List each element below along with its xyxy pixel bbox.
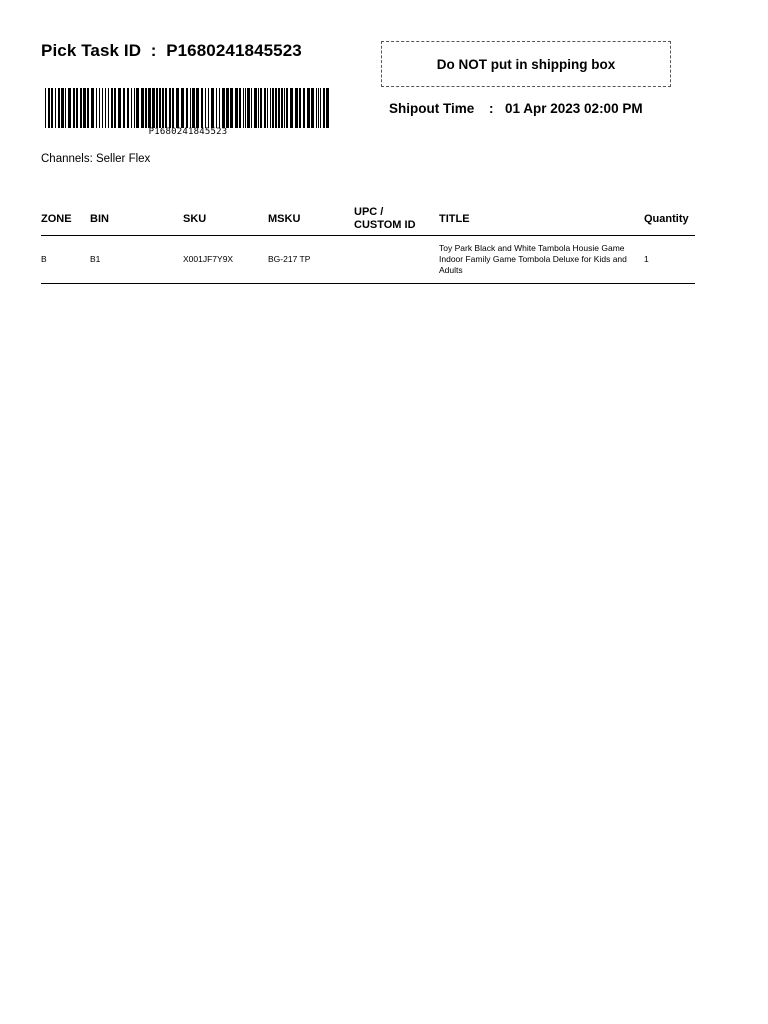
cell-msku: BG-217 TP: [268, 254, 311, 264]
barcode-bar: [68, 88, 71, 128]
barcode-bar: [247, 88, 250, 128]
barcode-bar: [61, 88, 64, 128]
barcode-bar: [114, 88, 116, 128]
table-row: [41, 236, 695, 284]
table-header-row: [41, 203, 695, 236]
barcode-bar: [326, 88, 329, 128]
barcode-bar: [258, 88, 259, 128]
barcode-bar: [87, 88, 89, 128]
barcode-bar: [145, 88, 147, 128]
barcode-bar: [186, 88, 188, 128]
barcode-bar: [245, 88, 246, 128]
barcode-bar: [76, 88, 78, 128]
barcode-bar: [55, 88, 56, 128]
barcode-bar: [190, 88, 191, 128]
barcode-bar: [96, 88, 97, 128]
barcode-bar: [226, 88, 229, 128]
shipout-separator: :: [489, 101, 494, 116]
barcode-bar: [260, 88, 262, 128]
barcode-bar: [295, 88, 298, 128]
barcode-bar: [299, 88, 301, 128]
barcode-bar: [307, 88, 310, 128]
barcode-bar: [176, 88, 179, 128]
barcode-bar: [73, 88, 75, 128]
channels-line: Channels: Seller Flex: [41, 153, 151, 165]
cell-zone: B: [41, 254, 47, 264]
barcode-bar: [152, 88, 155, 128]
barcode-bar: [316, 88, 317, 128]
barcode-bar: [235, 88, 238, 128]
pick-table: [41, 203, 695, 284]
barcode-bar: [162, 88, 164, 128]
barcode-bar: [205, 88, 206, 128]
barcode-bar: [239, 88, 241, 128]
barcode-bar: [134, 88, 135, 128]
barcode-bar: [99, 88, 100, 128]
barcode-bar: [136, 88, 139, 128]
barcode-bar: [141, 88, 144, 128]
barcode-bar: [211, 88, 214, 128]
header-sku: SKU: [183, 212, 207, 225]
barcode-bar: [83, 88, 86, 128]
barcode-bar: [284, 88, 285, 128]
header-msku: MSKU: [268, 212, 301, 225]
barcode-bar: [219, 88, 220, 128]
shipout-label: Shipout Time: [389, 101, 475, 116]
do-not-pack-notice: [381, 41, 671, 87]
header-upc: [354, 203, 439, 236]
barcode-bar: [58, 88, 60, 128]
barcode-bar: [275, 88, 277, 128]
barcode-bar: [264, 88, 266, 128]
cell-sku: X001JF7Y9X: [183, 254, 234, 264]
barcode-bar: [272, 88, 274, 128]
barcode-bar: [196, 88, 199, 128]
barcode-bar: [208, 88, 209, 128]
barcode-bar: [102, 88, 103, 128]
barcode-bar: [159, 88, 161, 128]
barcode-bar: [270, 88, 271, 128]
barcode-bar: [169, 88, 171, 128]
shipout-value: 01 Apr 2023 02:00 PM: [505, 101, 643, 116]
barcode-bar: [251, 88, 252, 128]
header-upc-line1: UPC /: [354, 206, 384, 218]
barcode-bar: [65, 88, 66, 128]
barcode-bar: [303, 88, 305, 128]
barcode-text: P1680241845523: [148, 127, 228, 137]
pick-task-label: Pick Task ID: [41, 41, 142, 60]
header-upc-line2: CUSTOM ID: [354, 219, 416, 231]
header-quantity: Quantity: [644, 212, 689, 225]
cell-title: Toy Park Black and White Tambola Housie Game Indoor Family Game Tombola Deluxe for Kids and Adults: [439, 243, 627, 275]
barcode-bar: [311, 88, 314, 128]
header-zone: ZONE: [41, 212, 72, 225]
barcode-bar: [254, 88, 257, 128]
pick-task-heading: [41, 41, 302, 61]
pick-items-table: [41, 203, 695, 284]
shipout-time: [389, 101, 643, 116]
cell-quantity: 1: [644, 254, 649, 264]
barcode-bar: [91, 88, 94, 128]
barcode-bar: [127, 88, 129, 128]
header-bin: BIN: [90, 212, 109, 225]
barcode-bar: [148, 88, 151, 128]
barcode-bar: [45, 88, 46, 128]
barcode-bar: [156, 88, 158, 128]
pick-task-separator: :: [150, 41, 157, 60]
barcode-bar: [222, 88, 225, 128]
header-title: TITLE: [439, 212, 470, 225]
barcode-bar: [105, 88, 106, 128]
barcode-bar: [267, 88, 268, 128]
barcode-bar: [48, 88, 50, 128]
barcode-bar: [216, 88, 217, 128]
barcode-bar: [290, 88, 293, 128]
barcode-bar: [165, 88, 167, 128]
barcode-bar: [172, 88, 174, 128]
barcode-bar: [131, 88, 132, 128]
barcode-bar: [181, 88, 184, 128]
barcode: [45, 88, 331, 137]
barcode-bar: [51, 88, 53, 128]
do-not-pack-text: Do NOT put in shipping box: [436, 56, 616, 72]
barcode-bar: [278, 88, 280, 128]
barcode-bar: [318, 88, 319, 128]
cell-upc: [354, 236, 439, 284]
barcode-bar: [230, 88, 233, 128]
barcode-bar: [80, 88, 82, 128]
barcode-bar: [108, 88, 109, 128]
barcode-bar: [201, 88, 203, 128]
barcode-bar: [243, 88, 244, 128]
barcode-bar: [281, 88, 283, 128]
barcode-bars: [45, 88, 331, 128]
barcode-bar: [123, 88, 125, 128]
pick-task-id: P1680241845523: [166, 41, 302, 60]
barcode-bar: [192, 88, 195, 128]
barcode-bar: [323, 88, 325, 128]
barcode-bar: [286, 88, 288, 128]
barcode-bar: [118, 88, 121, 128]
cell-bin: B1: [90, 254, 101, 264]
barcode-bar: [320, 88, 321, 128]
barcode-bar: [111, 88, 113, 128]
